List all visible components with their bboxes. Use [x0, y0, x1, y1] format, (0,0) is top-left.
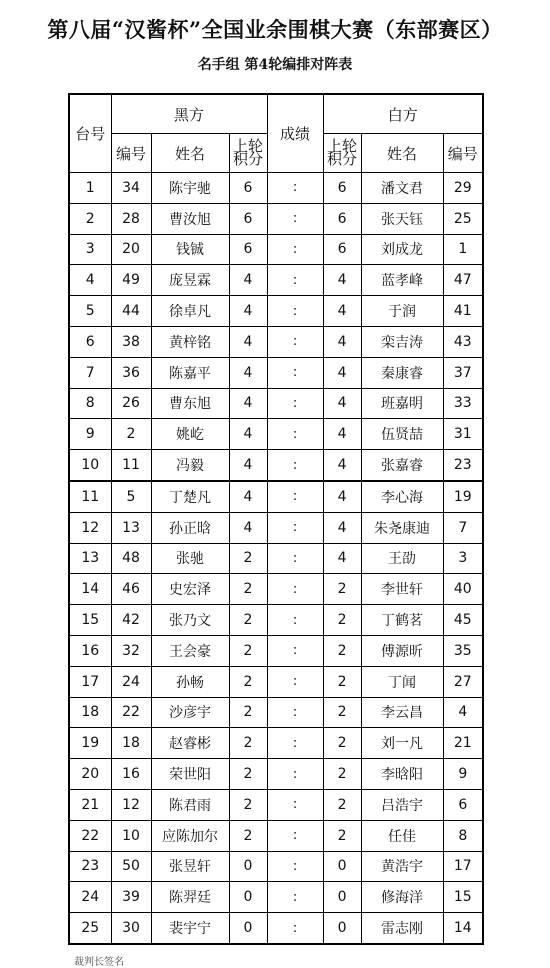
black-number-cell: 46 [111, 574, 151, 605]
white-name-cell: 刘成龙 [361, 234, 443, 265]
white-number-cell: 37 [443, 357, 483, 388]
result-cell: : [267, 296, 323, 327]
table-row [69, 326, 483, 357]
header-row-top [69, 94, 483, 134]
table-row [69, 913, 483, 944]
white-points-cell: 2 [323, 728, 361, 759]
black-points-cell: 4 [229, 481, 267, 512]
result-cell: : [267, 173, 323, 204]
prev-points-line1: 上轮 [233, 137, 264, 155]
white-number-cell: 25 [443, 203, 483, 234]
black-number-cell: 5 [111, 481, 151, 512]
black-number-cell: 49 [111, 265, 151, 296]
table-row [69, 265, 483, 296]
table-row [69, 820, 483, 851]
white-points-cell: 4 [323, 357, 361, 388]
white-number-cell: 9 [443, 759, 483, 790]
white-name-cell: 李晗阳 [361, 759, 443, 790]
black-number-cell: 42 [111, 605, 151, 636]
table-number-cell: 6 [69, 326, 111, 357]
white-points-cell: 0 [323, 913, 361, 944]
result-cell: : [267, 450, 323, 481]
black-number-cell: 36 [111, 357, 151, 388]
header-white: 白方 [323, 94, 483, 134]
table-number-cell: 8 [69, 388, 111, 419]
white-name-cell: 班嘉明 [361, 388, 443, 419]
table-row [69, 605, 483, 636]
black-name-cell: 赵睿彬 [151, 728, 229, 759]
black-name-cell: 冯毅 [151, 450, 229, 481]
table-number-cell: 10 [69, 450, 111, 481]
black-number-cell: 48 [111, 543, 151, 574]
white-points-cell: 2 [323, 820, 361, 851]
white-number-cell: 40 [443, 574, 483, 605]
white-number-cell: 23 [443, 450, 483, 481]
header-black-name: 姓名 [151, 134, 229, 173]
result-cell: : [267, 789, 323, 820]
white-points-cell: 2 [323, 574, 361, 605]
black-points-cell: 2 [229, 666, 267, 697]
black-name-cell: 张驰 [151, 543, 229, 574]
table-number-cell: 18 [69, 697, 111, 728]
black-number-cell: 26 [111, 388, 151, 419]
black-number-cell: 44 [111, 296, 151, 327]
table-number-cell: 22 [69, 820, 111, 851]
table-row [69, 173, 483, 204]
black-name-cell: 丁楚凡 [151, 481, 229, 512]
white-number-cell: 31 [443, 419, 483, 450]
black-name-cell: 曹东旭 [151, 388, 229, 419]
header-black-prev-points [229, 134, 267, 173]
table-number-cell: 20 [69, 759, 111, 790]
white-points-cell: 4 [323, 450, 361, 481]
result-cell: : [267, 759, 323, 790]
black-name-cell: 陈羿廷 [151, 882, 229, 913]
black-points-cell: 2 [229, 605, 267, 636]
table-number-cell: 3 [69, 234, 111, 265]
result-cell: : [267, 605, 323, 636]
white-points-cell: 6 [323, 234, 361, 265]
table-row [69, 296, 483, 327]
white-points-cell: 6 [323, 203, 361, 234]
table-number-cell: 23 [69, 851, 111, 882]
white-name-cell: 栾吉涛 [361, 326, 443, 357]
black-name-cell: 徐卓凡 [151, 296, 229, 327]
black-points-cell: 6 [229, 203, 267, 234]
white-points-cell: 2 [323, 666, 361, 697]
white-number-cell: 4 [443, 697, 483, 728]
result-cell: : [267, 357, 323, 388]
table-row [69, 357, 483, 388]
white-name-cell: 李心海 [361, 481, 443, 512]
result-cell: : [267, 234, 323, 265]
black-name-cell: 张乃文 [151, 605, 229, 636]
white-name-cell: 傅源昕 [361, 635, 443, 666]
white-name-cell: 蓝孝峰 [361, 265, 443, 296]
black-number-cell: 39 [111, 882, 151, 913]
black-name-cell: 姚屹 [151, 419, 229, 450]
table-number-cell: 15 [69, 605, 111, 636]
white-number-cell: 8 [443, 820, 483, 851]
black-points-cell: 2 [229, 697, 267, 728]
table-row [69, 666, 483, 697]
header-white-number: 编号 [443, 134, 483, 173]
white-name-cell: 任佳 [361, 820, 443, 851]
result-cell: : [267, 326, 323, 357]
black-name-cell: 陈嘉平 [151, 357, 229, 388]
result-cell: : [267, 820, 323, 851]
result-cell: : [267, 388, 323, 419]
header-result: 成绩 [267, 94, 323, 173]
white-number-cell: 47 [443, 265, 483, 296]
white-name-cell: 张天钰 [361, 203, 443, 234]
black-points-cell: 0 [229, 882, 267, 913]
black-points-cell: 2 [229, 635, 267, 666]
pairings-table [68, 93, 484, 945]
table-row [69, 789, 483, 820]
white-name-cell: 伍贤喆 [361, 419, 443, 450]
header-black-number: 编号 [111, 134, 151, 173]
black-name-cell: 应陈加尔 [151, 820, 229, 851]
white-name-cell: 王劭 [361, 543, 443, 574]
black-name-cell: 沙彦宇 [151, 697, 229, 728]
black-number-cell: 18 [111, 728, 151, 759]
white-name-cell: 李云昌 [361, 697, 443, 728]
header-table-no: 台号 [69, 94, 111, 173]
white-number-cell: 41 [443, 296, 483, 327]
table-row [69, 635, 483, 666]
result-cell: : [267, 543, 323, 574]
white-points-cell: 2 [323, 605, 361, 636]
white-number-cell: 29 [443, 173, 483, 204]
black-points-cell: 2 [229, 543, 267, 574]
black-points-cell: 4 [229, 296, 267, 327]
table-row [69, 759, 483, 790]
black-number-cell: 22 [111, 697, 151, 728]
white-name-cell: 李世轩 [361, 574, 443, 605]
black-name-cell: 孙畅 [151, 666, 229, 697]
white-points-cell: 0 [323, 882, 361, 913]
black-number-cell: 16 [111, 759, 151, 790]
white-points-cell: 2 [323, 697, 361, 728]
page-subtitle: 名手组 第4轮编排对阵表 [197, 57, 353, 73]
white-number-cell: 19 [443, 481, 483, 512]
black-name-cell: 荣世阳 [151, 759, 229, 790]
footnote: 裁判长签名 [74, 957, 124, 968]
prev-points-line2: 积分 [233, 150, 264, 168]
black-name-cell: 王会豪 [151, 635, 229, 666]
white-name-cell: 修海洋 [361, 882, 443, 913]
table-row [69, 450, 483, 481]
black-number-cell: 34 [111, 173, 151, 204]
white-points-cell: 0 [323, 851, 361, 882]
white-name-cell: 张嘉睿 [361, 450, 443, 481]
white-number-cell: 17 [443, 851, 483, 882]
table-number-cell: 17 [69, 666, 111, 697]
black-points-cell: 4 [229, 512, 267, 543]
black-name-cell: 孙正晗 [151, 512, 229, 543]
result-cell: : [267, 697, 323, 728]
result-cell: : [267, 882, 323, 913]
result-cell: : [267, 574, 323, 605]
black-points-cell: 4 [229, 450, 267, 481]
result-cell: : [267, 481, 323, 512]
black-name-cell: 庞昱霖 [151, 265, 229, 296]
white-number-cell: 21 [443, 728, 483, 759]
table-number-cell: 4 [69, 265, 111, 296]
result-cell: : [267, 913, 323, 944]
table-number-cell: 13 [69, 543, 111, 574]
white-name-cell: 丁鹤茗 [361, 605, 443, 636]
table-row [69, 851, 483, 882]
black-points-cell: 2 [229, 574, 267, 605]
white-points-cell: 4 [323, 265, 361, 296]
header-white-prev-points [323, 134, 361, 173]
prev-points-line2: 积分 [327, 150, 358, 168]
white-name-cell: 秦康睿 [361, 357, 443, 388]
white-number-cell: 15 [443, 882, 483, 913]
black-name-cell: 史宏泽 [151, 574, 229, 605]
page-title: 第八届“汉酱杯”全国业余围棋大赛（东部赛区） [47, 17, 503, 42]
table-number-cell: 2 [69, 203, 111, 234]
white-number-cell: 33 [443, 388, 483, 419]
table-number-cell: 25 [69, 913, 111, 944]
black-name-cell: 黄梓铭 [151, 326, 229, 357]
black-number-cell: 28 [111, 203, 151, 234]
black-number-cell: 12 [111, 789, 151, 820]
black-points-cell: 6 [229, 234, 267, 265]
black-points-cell: 2 [229, 728, 267, 759]
black-points-cell: 0 [229, 913, 267, 944]
black-number-cell: 11 [111, 450, 151, 481]
black-points-cell: 6 [229, 173, 267, 204]
black-points-cell: 2 [229, 820, 267, 851]
white-points-cell: 2 [323, 789, 361, 820]
white-number-cell: 3 [443, 543, 483, 574]
table-number-cell: 14 [69, 574, 111, 605]
white-points-cell: 4 [323, 388, 361, 419]
white-number-cell: 1 [443, 234, 483, 265]
table-row [69, 512, 483, 543]
result-cell: : [267, 666, 323, 697]
table-number-cell: 7 [69, 357, 111, 388]
white-points-cell: 4 [323, 481, 361, 512]
white-name-cell: 于润 [361, 296, 443, 327]
white-number-cell: 7 [443, 512, 483, 543]
black-points-cell: 4 [229, 419, 267, 450]
black-name-cell: 张昱轩 [151, 851, 229, 882]
result-cell: : [267, 728, 323, 759]
table-row [69, 481, 483, 512]
table-row [69, 697, 483, 728]
table-row [69, 234, 483, 265]
black-points-cell: 2 [229, 789, 267, 820]
result-cell: : [267, 851, 323, 882]
black-points-cell: 4 [229, 265, 267, 296]
white-name-cell: 朱尧康迪 [361, 512, 443, 543]
table-number-cell: 24 [69, 882, 111, 913]
prev-points-line1: 上轮 [327, 137, 358, 155]
white-points-cell: 2 [323, 635, 361, 666]
black-points-cell: 0 [229, 851, 267, 882]
black-number-cell: 2 [111, 419, 151, 450]
white-name-cell: 潘文君 [361, 173, 443, 204]
white-points-cell: 4 [323, 512, 361, 543]
black-number-cell: 20 [111, 234, 151, 265]
table-row [69, 203, 483, 234]
black-name-cell: 陈宇驰 [151, 173, 229, 204]
white-name-cell: 黄浩宇 [361, 851, 443, 882]
table-row [69, 419, 483, 450]
white-points-cell: 2 [323, 759, 361, 790]
table-number-cell: 5 [69, 296, 111, 327]
white-number-cell: 35 [443, 635, 483, 666]
black-name-cell: 陈君雨 [151, 789, 229, 820]
result-cell: : [267, 419, 323, 450]
white-points-cell: 4 [323, 296, 361, 327]
result-cell: : [267, 635, 323, 666]
table-row [69, 388, 483, 419]
table-number-cell: 16 [69, 635, 111, 666]
white-name-cell: 吕浩宇 [361, 789, 443, 820]
black-number-cell: 10 [111, 820, 151, 851]
black-number-cell: 13 [111, 512, 151, 543]
result-cell: : [267, 265, 323, 296]
table-number-cell: 9 [69, 419, 111, 450]
table-row [69, 882, 483, 913]
black-number-cell: 32 [111, 635, 151, 666]
table-number-cell: 19 [69, 728, 111, 759]
white-name-cell: 刘一凡 [361, 728, 443, 759]
white-number-cell: 43 [443, 326, 483, 357]
black-number-cell: 50 [111, 851, 151, 882]
header-white-name: 姓名 [361, 134, 443, 173]
table-row [69, 728, 483, 759]
white-points-cell: 4 [323, 419, 361, 450]
black-name-cell: 钱铖 [151, 234, 229, 265]
result-cell: : [267, 512, 323, 543]
black-points-cell: 4 [229, 388, 267, 419]
black-points-cell: 4 [229, 326, 267, 357]
white-points-cell: 6 [323, 173, 361, 204]
white-number-cell: 14 [443, 913, 483, 944]
white-name-cell: 丁闻 [361, 666, 443, 697]
white-points-cell: 4 [323, 326, 361, 357]
white-number-cell: 6 [443, 789, 483, 820]
white-points-cell: 4 [323, 543, 361, 574]
black-points-cell: 2 [229, 759, 267, 790]
table-row [69, 574, 483, 605]
black-name-cell: 裴宇宁 [151, 913, 229, 944]
white-number-cell: 45 [443, 605, 483, 636]
black-name-cell: 曹汝旭 [151, 203, 229, 234]
black-number-cell: 30 [111, 913, 151, 944]
white-name-cell: 雷志刚 [361, 913, 443, 944]
table-number-cell: 1 [69, 173, 111, 204]
black-points-cell: 4 [229, 357, 267, 388]
result-cell: : [267, 203, 323, 234]
table-number-cell: 21 [69, 789, 111, 820]
black-number-cell: 24 [111, 666, 151, 697]
white-number-cell: 27 [443, 666, 483, 697]
table-number-cell: 11 [69, 481, 111, 512]
table-number-cell: 12 [69, 512, 111, 543]
black-number-cell: 38 [111, 326, 151, 357]
table-row [69, 543, 483, 574]
header-black: 黑方 [111, 94, 267, 134]
